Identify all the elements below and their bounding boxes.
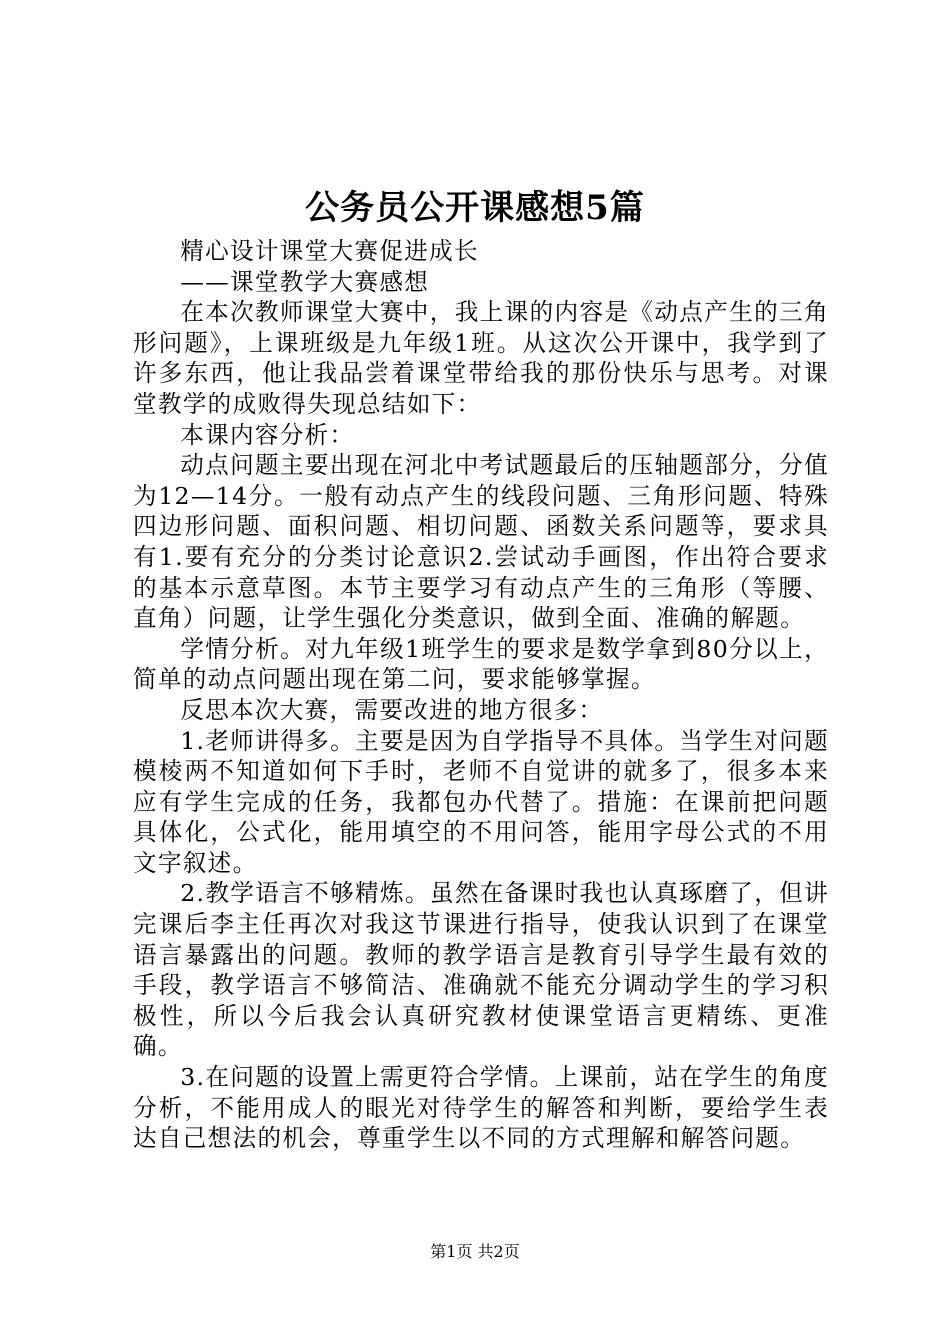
document-body <box>133 236 829 1154</box>
paragraph: 3.在问题的设置上需更符合学情。上课前，站在学生的角度分析，不能用成人的眼光对待学生的解答和判断，要给学生表达自己想法的机会，尊重学生以不同的方式理解和解答问题。 <box>133 1063 829 1153</box>
paragraph: 学情分析。对九年级1班学生的要求是数学拿到80分以上，简单的动点问题出现在第二问，要求能够掌握。 <box>133 634 829 694</box>
paragraph: 反思本次大赛，需要改进的地方很多： <box>180 695 604 724</box>
paragraph: 本课内容分析： <box>180 420 355 449</box>
paragraph: 动点问题主要出现在河北中考试题最后的压轴题部分，分值为12—14分。一般有动点产生的线段问题、三角形问题、特殊四边形问题、面积问题、相切问题、函数关系问题等，要求具有1.要有充分的分类讨论意识2.尝试动手画图，作出符合要求的基本示意草图。本节主要学习有动点产生的三角形（等腰、直角）问题，让学生强化分类意识，做到全面、准确的解题。 <box>133 451 829 633</box>
page-footer: 第1页 共2页 <box>430 1242 520 1261</box>
paragraph: 1.老师讲得多。主要是因为自学指导不具体。当学生对问题模棱两不知道如何下手时，老师不自觉讲的就多了，很多本来应有学生完成的任务，我都包办代替了。措施：在课前把问题具体化，公式化，能用填空的不用问答，能用字母公式的不用文字叙述。 <box>133 726 829 877</box>
subtitle-line: 精心设计课堂大赛促进成长 <box>180 237 479 265</box>
paragraph: 2.教学语言不够精炼。虽然在备课时我也认真琢磨了，但讲完课后李主任再次对我这节课进行指导，使我认识到了在课堂语言暴露出的问题。教师的教学语言是教育引导学生最有效的手段，教学语言不够简洁、准确就不能充分调动学生的学习积极性，所以今后我会认真研究教材使课堂语言更精练、更准确。 <box>133 879 829 1061</box>
subtitle-line: ——课堂教学大赛感想 <box>180 267 430 296</box>
document-title: 公务员公开课感想5篇 <box>305 188 645 228</box>
paragraph: 在本次教师课堂大赛中，我上课的内容是《动点产生的三角形问题》，上课班级是九年级1班。从这次公开课中，我学到了许多东西，他让我品尝着课堂带给我的那份快乐与思考。对课堂教学的成败得失现总结如下： <box>133 298 829 418</box>
